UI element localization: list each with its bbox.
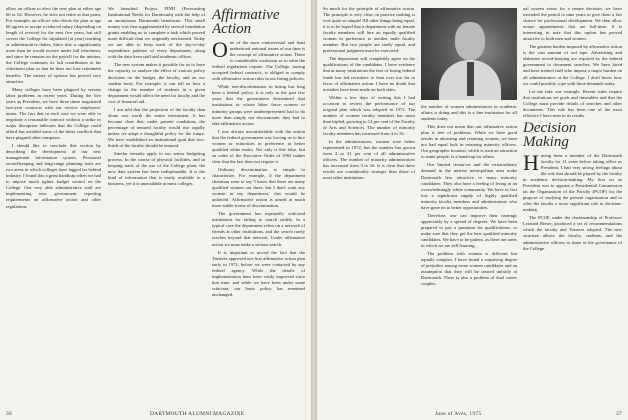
magazine-footer: DARTMOUTH ALUMNI MAGAZINE (150, 411, 245, 417)
paragraph: While non-discrimination in hiring has long been a federal policy, it is only in the past few years that the government determined that institutions in whose labor force women or minority groups were underrepresented had to do more than simply not discriminate; they had to take affirmative action. (212, 84, 305, 126)
photo-figure-face (455, 22, 485, 60)
paragraph: Similar remarks apply to our senior budgeting process. In the course of physical facilities, and in keeping track of the use of the College plant, the new data system has been indispensable. It is the kind of information that is easily available to a business, yet it is unavailable at most colleges. (108, 151, 205, 187)
paragraph: The problem with women is different but equally complex. I have found a surprising degree of prejudice among some women candidates and an assumption that they will be treated unfairly at Dartmouth. There is also a problem of dual career couples. (421, 251, 517, 287)
paragraph: The PCOF, under the chairmanship of Professor Leonard Rieser, produced a set of recommendations which the faculty and Trustees adopted. The new structure allows the faculty, students, and the administrative officers to share in the governance of the College. (523, 215, 622, 251)
issue-footer: June of Aves, 1975 (435, 411, 482, 417)
left-column-1 (6, 6, 101, 402)
paragraph: ual system exists for a tenure decision, we have extended the period to nine years to give them a fair chance for professional development. We then allow tenure appointments that are full-time. It is interesting to note that this option has proved attractive to both men and women. (523, 6, 622, 42)
left-column-2 (108, 6, 205, 402)
paragraph: The government has repeatedly criticized institutions for failing to search widely. In a typical case the department relies on a network of friends at other institutions, and the search rarely reaches beyond that network. Under affirmative action we must make a serious search. (212, 211, 305, 247)
paragraph: Therefore, one can improve their earnings appreciably by a spread of degrees. We have been prepared to pay a premium for qualifications, to make sure that they get the best qualified minority candidates. We have to be patient, as there are areas in which we are still learning. (421, 212, 517, 249)
paragraph-with-dropcap (212, 37, 305, 82)
paragraph: Within a few days of writing this I had occasion to review the performance of our original plan which was adopted in 1972. The number of women faculty members has more than tripled, growing to 12 per cent of the Faculty of Arts and Sciences. The number of minority faculty members has increased from 4 to 16. (323, 94, 415, 136)
paragraph: the number of women administrators in academic affairs is doing and this is a fine institution for all students today. (421, 104, 517, 122)
paragraph-text: aving been a member of the Dartmouth faculty for 11 years before taking office as President, I had very strong feelings about the role that should be played by the faculty in academic decision-making. My first act as President was to appoint a Presidential Commission on the Organization of the Faculty (PCOF) for the purpose of studying the present organization and to offer the faculty a more significant role in decision-making. (523, 152, 622, 213)
left-column-3 (212, 6, 305, 402)
paragraph: I am told that the projection of the faculty data alone was worth the entire investment. It has become clear that, under present conditions, the percentage of tenured faculty would rise rapidly unless we adopt a thoughtful policy for the future. We have established an institutional goal that two-thirds of the faculty should be tenured. (108, 106, 205, 149)
paragraph: I was always uncomfortable with the notion that the federal government was forcing us to hire women or minorities in preference to better qualified white males. Not only is this false, but an order of the Executive Order of 1965 makes clear that the law does not require it. (212, 128, 305, 164)
paragraph-text: ne of the most controversial and least understood national issues of our time is the concept of affirmative action. There is considerable confusion as to what the federal regulations require. The College, having accepted federal contracts, is obliged to comply with affirmative action rules in our hiring policies. (212, 40, 305, 82)
paragraph: It is important to record the fact that the Trustees approved our first affirmative action plan early in 1972, before we were contacted by any federal agency. While the details of implementation have been vastly improved since that time, and while we have been under some criticism, our basic policy has remained unchanged. (212, 249, 305, 297)
paragraph: Ordinary discrimination is simple to characterize. For example, if the department chairman were to say 'I know that there are many qualified women out there, but I don't want any woman in my department,' this would be unlawful. Affirmative action is aimed at much more subtle forms of discrimination. (212, 166, 305, 209)
paragraph: Our limited resources and the extraordinary demand in the nearest metropolitan area make Dartmouth less attractive to many minority candidates. They also have a feeling of living in an overwhelmingly white community. We have in fact lost a significant supply of highly qualified minority faculty members and administrators who have gone on to better opportunities. (421, 162, 517, 210)
dropcap: H (523, 149, 539, 175)
right-column-3 (523, 6, 622, 402)
page-number: 36 (6, 411, 12, 417)
paragraph: In the administration, women were better represented in 1972, but the number has grown from 2 to 21 per cent of all administrative officers. The number of minority administrators has increased from 3 to 16. It is clear that these results are considerably stronger than those of most other institutions. (323, 138, 415, 181)
photo-figure-tie (467, 62, 474, 96)
paragraph: We launched Project FIND (Forecasting Institutional Needs for Dartmouth) with the help of an anonymous Dartmouth benefactor. This small money was first supplemented by several foundation grants enabling us to complete a task which proved more difficult than we originally envisioned. Today we are able to keep track of the day-to-day expenditure patterns of every department, along with the data from staff and academic offices. (108, 6, 205, 60)
paragraph: I should like to conclude this section by describing the development of our new management information system. Personnel record-keeping and long-range planning tools are two areas in which colleges have lagged far behind industry. I found this a great handicap when we had to impose much tighter budget control on the College. Our very able administrative staff are implementing new government reporting requirements on affirmative action and other regulations. (6, 143, 101, 209)
page-number: 37 (616, 411, 622, 417)
paragraph-with-dropcap (523, 149, 622, 213)
paragraph: This does not mean that our affirmative action plan is free of problems. While we have good results in attracting and retaining women, we have not had equal luck in retaining minority officers. Our geographic location, which is such an attraction to some people, is a handicap for others. (421, 124, 517, 160)
dropcap: O (212, 37, 228, 62)
paragraph: The new system makes it possible for us to have the capacity to analyze the effect of various policy decisions on the budget, the faculty, and on our student body. For example, it can tell us how a change in the number of students in a given department would affect the need for faculty and the cost of financial aid. (108, 62, 205, 104)
left-page (0, 0, 311, 420)
paragraph: The greatest burden imposed by affirmative action is the vast amount of red tape. Advertising and elaborate record-keeping are required by the federal government to document searches. We have hired and have trained staff who impose a major burden on all administrators at the College. I don't know how we could possibly cope with these demands today. (523, 44, 622, 86)
portrait-photo (421, 8, 517, 100)
right-page (317, 0, 628, 420)
paragraph: So much for the principle of affirmative action. The principle is very clear; in practice nothing is ever quite so simple! All other things being equal, it is to be hoped that a department with no female faculty members will hire an equally qualified woman in preference to another male faculty member. But two people are rarely equal, and professional judgment must be exercised. (323, 6, 415, 54)
paragraph: Let me take one example. Recent rules require that institutions set goals and timetables and that the College must provide details of searches and other documents. This rule has been one of the most effective I have seen in its results. (523, 88, 622, 118)
paragraph: The department will completely agree on the qualifications of the candidates. I have evidence that at many institutions the fear of losing federal funds has led recruiters to lean over too far in favor of affirmative action. I have no doubt that mistakes have been made on both sides. (323, 56, 415, 92)
section-heading-decision-making: Decision Making (523, 119, 577, 150)
paragraph: Many colleges have been plagued by serious labor problems in recent years. During the five years as President, we have three times negotiated two-year contracts with our service employees' union. The fact that in each case we were able to negotiate a reasonable contract without a strike or major disruption indicates that the College could afford has avoided some of the bitter conflicts that have plagued other campuses. (6, 86, 101, 140)
section-heading-affirmative-action: Affirmative Action (212, 7, 280, 37)
paragraph: allow an officer to elect the new plan at either age 60 or 62. However, he does not retire at that point. For example, an officer who elects the plan at age 60 agrees to accept a reduced salary (depending on length of service) for the next five years, but still covers the College for stipulated (at year) teaching or administrative duties. Since this is significantly more than he would receive under full retirement, and since he remains on the payroll for the interim, the College continues its full contribution to his retirement plan so that he does not lose retirement benefits. The variety of options has proved very attractive. (6, 6, 101, 84)
right-column-1 (323, 6, 415, 402)
right-column-2 (421, 6, 517, 402)
